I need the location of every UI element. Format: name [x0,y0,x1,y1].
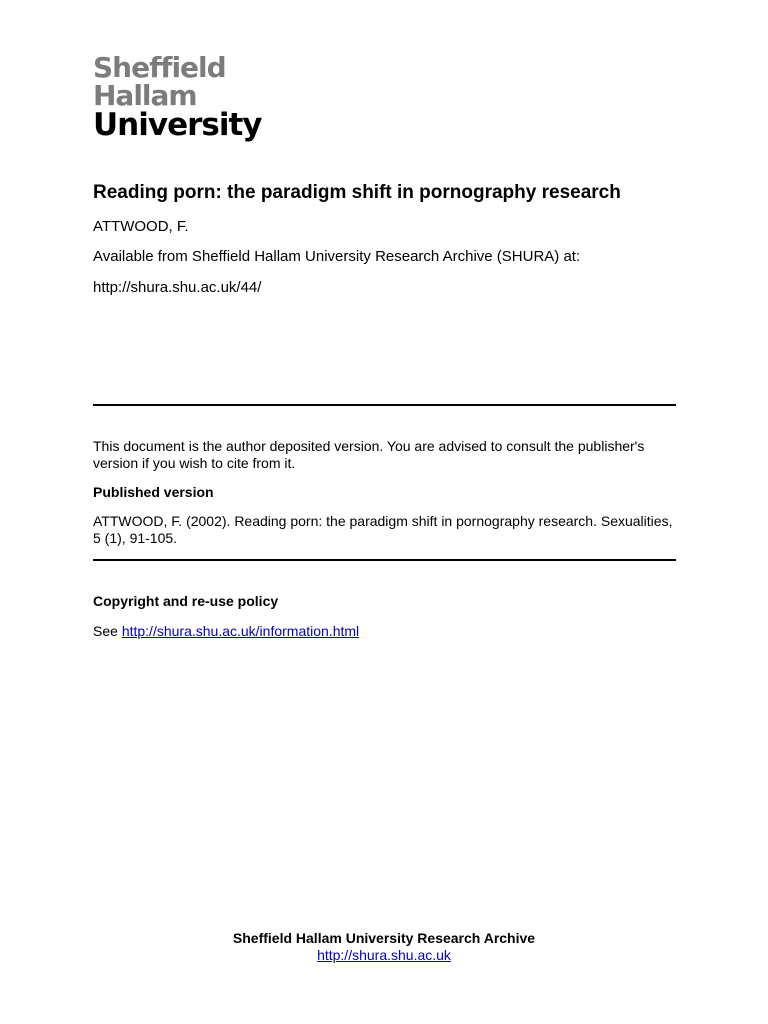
availability-statement: Available from Sheffield Hallam University Research Archive (SHURA) at: [93,248,581,265]
footer-title: Sheffield Hallam University Research Archive [232,930,536,946]
divider-bottom [93,559,676,561]
logo-line-university: University [93,107,262,143]
copyright-see-line [93,623,683,640]
copyright-heading: Copyright and re-use policy [93,593,279,609]
university-logo [93,51,273,144]
author-version-notice: This document is the author deposited version. You are advised to consult the publisher's version if you wish to cite from it. [93,438,645,471]
footer-url-line [0,947,768,964]
divider-top [93,404,676,406]
published-version-heading: Published version [93,484,214,500]
archive-home-link[interactable]: http://shura.shu.ac.uk [317,947,451,963]
published-citation: ATTWOOD, F. (2002). Reading porn: the paradigm shift in pornography research. Sexualities, 5 (1), 91-105. [93,513,673,546]
logo-line-hallam: Hallam [93,79,197,112]
see-label: See [93,623,118,639]
information-policy-link[interactable]: http://shura.shu.ac.uk/information.html [121,623,360,639]
document-url: http://shura.shu.ac.uk/44/ [93,279,262,296]
logo-line-sheffield: Sheffield [93,51,226,84]
document-author: ATTWOOD, F. [93,218,189,235]
document-title: Reading porn: the paradigm shift in pornography research [93,182,621,203]
